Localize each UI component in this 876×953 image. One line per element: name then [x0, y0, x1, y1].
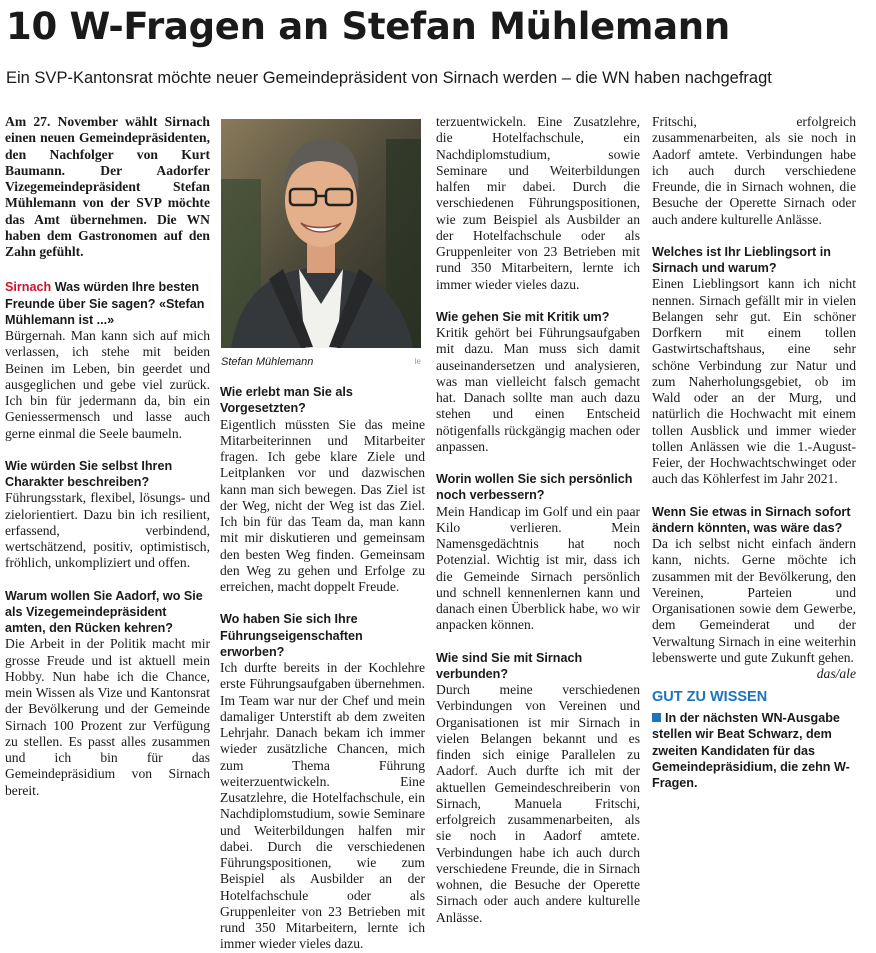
question-4: Wie erlebt man Sie als Vorgesetzten?	[220, 385, 353, 416]
article-lead: Am 27. November wählt Sirnach einen neuen Gemeindepräsidenten, den Nachfolger von Kurt Baumann. Der Aadorfer Vizegemeindepräsident Stefan Mühlemann von der SVP möchte das Amt übernehmen. Die WN haben dem Gastronomen auf den Zahn gefühlt.	[5, 114, 210, 259]
info-box-title: GUT ZU WISSEN	[652, 689, 768, 705]
author-signature: das/ale	[816, 666, 856, 681]
dateline: Sirnach	[5, 280, 52, 295]
article-column-3	[436, 114, 640, 925]
answer-5: Ich durfte bereits in der Kochlehre erste Führungsaufgaben übernehmen. Im Team war nur der Chef und mein damaliger Unterstift ab dem zweiten Lehrjahr. Danach bekam ich immer wieder zusätzliche Chancen, mich zum Thema Führung weiterzuentwickeln. Eine Zusatzlehre, die Hotelfachschule, ein Nachdiplomstudium, sowie Seminare und Weiterbildungen halfen mir dabei. Durch die verschiedenen Führungspositionen, wie zum Beispiel als Ausbilder an der Hotelfachschule oder als Gruppenleiter von 23 Betrieben mit rund 350 Mitarbeitern, lernte ich immer wieder vieles dazu.	[220, 660, 425, 952]
answer-4: Eigentlich müssten Sie das meine Mitarbeiterinnen und Mitarbeiter fragen. Ich gebe klare Ziele und Leitplanken vor und dazwischen kann man sich bewegen. Das Ziel ist der Weg, nicht der Weg ist das Ziel. Ich bin für das Team da, man kann mit mir diskutieren und gemeinsam den besten Weg finden. Gemeinsam den Weg zu gehen und Erfolge zu erreichen, macht doppelt Freude.	[220, 416, 425, 594]
info-box-body: In der nächsten WN-Ausgabe stellen wir Beat Schwarz, dem zweiten Kandidaten für das Gemeindepräsidium, die zehn W-Fragen.	[652, 711, 850, 790]
photo-caption-text: Stefan Mühlemann	[221, 356, 314, 368]
subheadline: Ein SVP-Kantonsrat möchte neuer Gemeindepräsident von Sirnach werden – die WN haben nachgefragt	[6, 69, 772, 87]
question-2: Wie würden Sie selbst Ihren Charakter beschreiben?	[5, 458, 173, 489]
answer-10-text: Da ich selbst nicht einfach ändern kann, nichts. Gerne möchte ich zusammen mit der Bevölkerung, den Vereinen, Parteien und Organisationen sowie dem Gewerbe, dem Gemeinderat und der Verwaltung Sirnach in eine weiterhin lebenswerte und gute Zukunft gehen.	[652, 536, 856, 665]
question-6: Wie gehen Sie mit Kritik um?	[436, 309, 610, 324]
answer-5-continued: terzuentwickeln. Eine Zusatzlehre, die Hotelfachschule, ein Nachdiplomstudium, sowie Seminare und Weiterbildungen halfen mir dabei. Durch die verschiedenen Führungspositionen, wie zum Beispiel als Ausbilder an der Hotelfachschule oder als Gruppenleiter von 23 Betrieben mit rund 350 Mitarbeitern, lernte ich immer wieder vieles dazu.	[436, 114, 640, 292]
article-column-1	[5, 114, 210, 799]
question-10: Wenn Sie etwas in Sirnach sofort ändern könnten, was wäre das?	[652, 504, 851, 535]
answer-6: Kritik gehört bei Führungsaufgaben mit dazu. Man muss sich damit auseinandersetzen und analysieren, was man vielleicht falsch gemacht hat. Danach sollte man auch dazu stehen und einen Entscheid nötigenfalls rückgängig machen oder anpassen.	[436, 325, 640, 454]
question-3: Warum wollen Sie Aadorf, wo Sie als Vizegemeindepräsident amten, den Rücken kehren?	[5, 588, 203, 635]
answer-8-continued: Fritschi, erfolgreich zusammenarbeiten, als sie noch in Aadorf amtete. Verbindungen habe ich auch durch verschiedene Freunde, die in Sirnach wohnen, die Besuche der Operette Sirnach oder auch andere kulturelle Anlässe.	[652, 114, 856, 227]
question-5: Wo haben Sie sich Ihre Führungseigenschaften erworben?	[220, 612, 363, 659]
question-7: Worin wollen Sie sich persönlich noch verbessern?	[436, 472, 633, 503]
info-box-text	[652, 710, 856, 791]
answer-3: Die Arbeit in der Politik macht mir grosse Freude und ist aktuell mein Hobby. Nun habe ich die Chance, mein Wissen als Vize und Kantonsrat der Bevölkerung und der Gemeinde Sirnach 100 Prozent zur Verfügung zu stellen. Es passt alles zusammen und ich bin für das Gemeindepräsidium von Sirnach bereit.	[5, 636, 210, 798]
photo-caption	[221, 355, 421, 369]
answer-10	[652, 536, 856, 681]
answer-1: Bürgernah. Man kann sich auf mich verlassen, ich stehe mit beiden Beinen im Leben, bin geerdet und ausgeglichen und gebe viel zurück. Ich bin für jedermann da, bin ein Geniessermensch und lasse auch gerne einmal die Seele baumeln.	[5, 328, 210, 441]
article-column-2	[220, 384, 425, 952]
square-bullet-icon	[652, 713, 661, 722]
answer-2: Führungsstark, flexibel, lösungs- und zielorientiert. Dazu bin ich resilient, erfassend, verbindend, wertschätzend, positiv, optimistisch, fröhlich, unkompliziert und offen.	[5, 490, 210, 571]
headline: 10 W-Fragen an Stefan Mühlemann	[6, 5, 730, 48]
photo-credit: le	[414, 357, 421, 366]
portrait-photo	[221, 119, 421, 348]
question-1-text: Was würden Ihre besten Freunde über Sie sagen? «Stefan Mühlemann ist ...»	[5, 280, 205, 327]
answer-8: Durch meine verschiedenen Verbindungen von Vereinen und Organisationen ist mir Sirnach in vielen Belangen bekannt und es finden sich einige Parallelen zu Aadorf. Auch durfte ich mit der aktuellen Gemeindeschreiberin von Sirnach, Manuela Fritschi, erfolgreich zusammenarbeiten, als sie noch in Aadorf amtete. Verbindungen habe ich auch durch verschiedene Freunde, die in Sirnach wohnen, die Besuche der Operette Sirnach oder auch andere kulturelle Anlässe.	[436, 682, 640, 925]
answer-9: Einen Lieblingsort kann ich nicht nennen. Sirnach gefällt mir in vielen Belangen sehr gut. Ein schöner Dorfkern mit einem tollen Gastwirtschaftshaus, eine sehr schöne Verbindung zur Natur und zum Naherholungsgebiet, ob im Wald oder an der Murg, und natürlich die Hochwacht mit einem tollen Ausblick und immer wieder tollen Anlässen wie die 1.-August-Feier, der Hochwachtschwinget oder auch das Köhlerfest im Jahr 2021.	[652, 276, 856, 487]
answer-7: Mein Handicap im Golf und ein paar Kilo verlieren. Mein Namensgedächtnis hat noch Potenzial. Wichtig ist mir, dass ich die Gemeinde Sirnach persönlich und schnell kennenlernen kann und danach einen Überblick habe, wo wir anpacken können.	[436, 503, 640, 633]
question-9: Welches ist Ihr Lieblingsort in Sirnach und warum?	[652, 244, 831, 275]
question-8: Wie sind Sie mit Sirnach verbunden?	[436, 650, 583, 681]
portrait-illustration	[221, 119, 421, 348]
article-column-4	[652, 114, 856, 791]
question-1	[5, 279, 210, 328]
